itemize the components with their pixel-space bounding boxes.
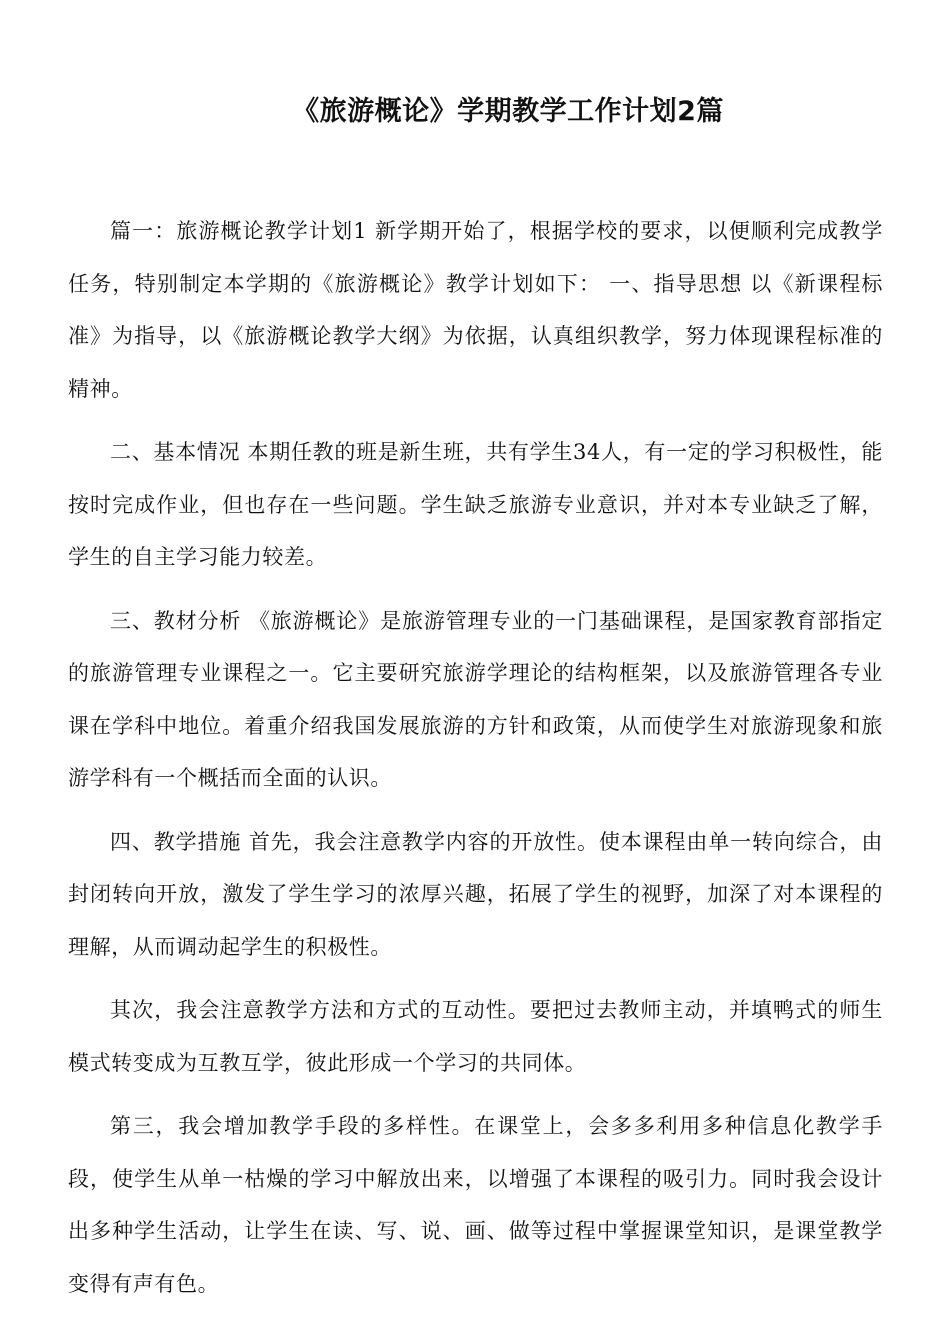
paragraph-2: 二、基本情况 本期任教的班是新生班，共有学生34人，有一定的学习积极性，能按时完成作业，但也存在一些问题。学生缺乏旅游专业意识，并对本专业缺乏了解，学生的自主学习能力较差。: [68, 440, 883, 569]
document-title: 《旅游概论》学期教学工作计划2篇: [292, 96, 724, 127]
paragraph-5: 其次，我会注意教学方法和方式的互动性。要把过去教师主动，并填鸭式的师生模式转变成为互教互学，彼此形成一个学习的共同体。: [68, 998, 883, 1075]
paragraph-3: 三、教材分析 《旅游概论》是旅游管理专业的一门基础课程，是国家教育部指定的旅游管理专业课程之一。它主要研究旅游学理论的结构框架，以及旅游管理各专业课在学科中地位。着重介绍我国发展旅游的方针和政策，从而使学生对旅游现象和旅游学科有一个概括而全面的认识。: [68, 608, 883, 790]
paragraph-1: 篇一：旅游概论教学计划1 新学期开始了，根据学校的要求，以便顺利完成教学任务，特别制定本学期的《旅游概论》教学计划如下： 一、指导思想 以《新课程标准》为指导，以《旅游概论教学大纲》为依据，认真组织教学，努力体现课程标准的精神。: [68, 219, 883, 401]
paragraph-4: 四、教学措施 首先，我会注意教学内容的开放性。使本课程由单一转向综合，由封闭转向开放，激发了学生学习的浓厚兴趣，拓展了学生的视野，加深了对本课程的理解，从而调动起学生的积极性。: [68, 829, 883, 959]
document-body: [68, 205, 883, 1321]
paragraph-6: 第三，我会增加教学手段的多样性。在课堂上，会多多利用多种信息化教学手段，使学生从单一枯燥的学习中解放出来，以增强了本课程的吸引力。同时我会设计出多种学生活动，让学生在读、写、说、画、做等过程中掌握课堂知识，是课堂教学变得有声有色。: [68, 1114, 883, 1296]
